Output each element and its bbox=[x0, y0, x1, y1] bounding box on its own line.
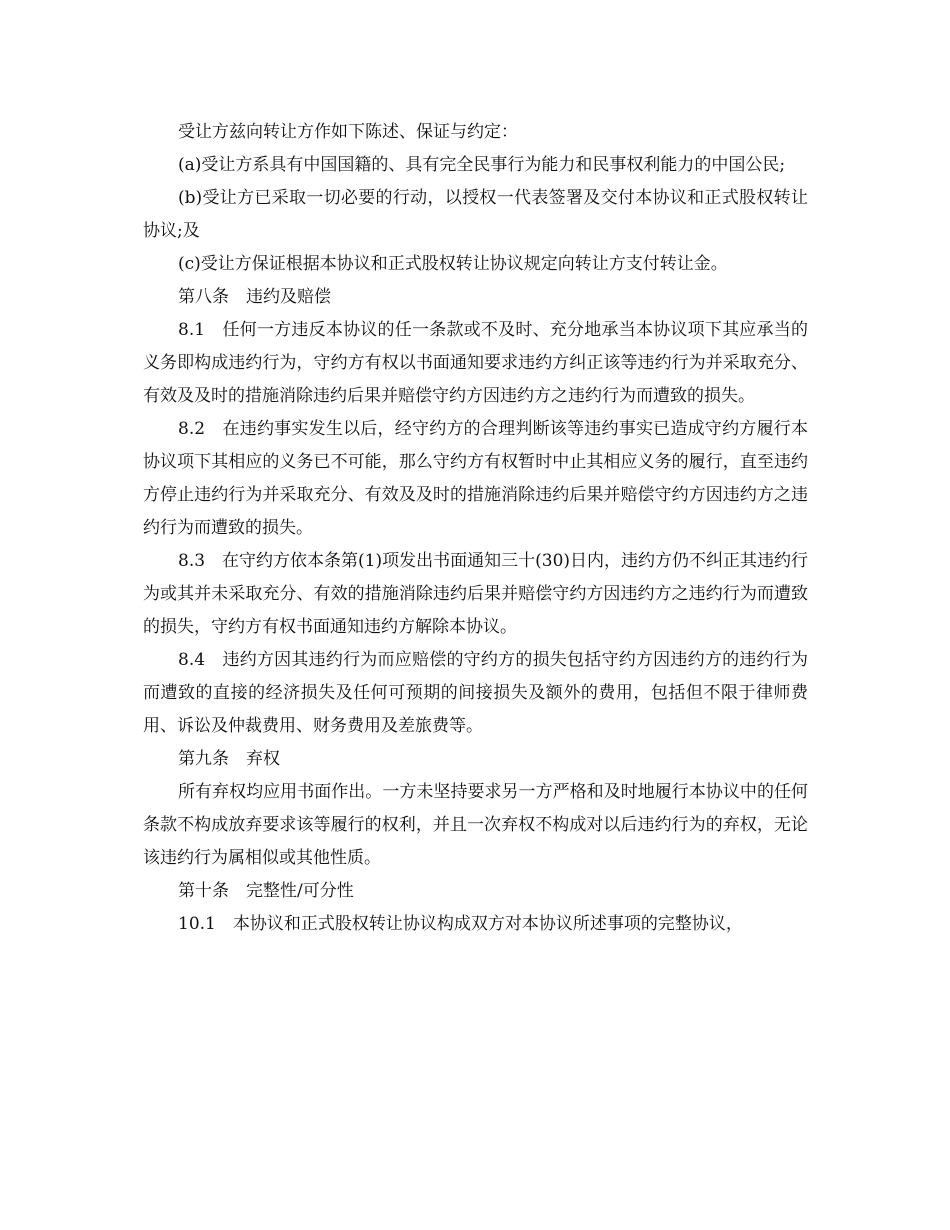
paragraph-intro: 受让方兹向转让方作如下陈述、保证与约定： bbox=[178, 122, 518, 142]
paragraph-waiver: 所有弃权均应用书面作出。一方未坚持要求另一方严格和及时地履行本协议中的任何条款不构成放弃要求该等履行的权利，并且一次弃权不构成对以后违约行为的弃权，无论该违约行为属相似或其他性质。 bbox=[143, 782, 808, 868]
heading-article-9: 第九条 弃权 bbox=[178, 749, 280, 769]
paragraph-8-4: 8.4 违约方因其违约行为而应赔偿的守约方的损失包括守约方因违约方的违约行为而遭致的直接的经济损失及任何可预期的间接损失及额外的费用，包括但不限于律师费用、诉讼及仲裁费用、财务费用及差旅费等。 bbox=[143, 650, 808, 736]
paragraph-10-1: 10.1 本协议和正式股权转让协议构成双方对本协议所述事项的完整协议， bbox=[178, 914, 743, 934]
paragraph-8-3: 8.3 在守约方依本条第(1)项发出书面通知三十(30)日内，违约方仍不纠正其违约行为或其并未采取充分、有效的措施消除违约后果并赔偿守约方因违约方之违约行为而遭致的损失，守约方有权书面通知违约方解除本协议。 bbox=[143, 551, 809, 637]
paragraph-item-a: (a)受让方系具有中国国籍的、具有完全民事行为能力和民事权利能力的中国公民; bbox=[178, 155, 786, 175]
paragraph-8-1: 8.1 任何一方违反本协议的任一条款或不及时、充分地承当本协议项下其应承当的义务即构成违约行为，守约方有权以书面通知要求违约方纠正该等违约行为并采取充分、有效及及时的措施消除违约后果并赔偿守约方因违约方之违约行为而遭致的损失。 bbox=[143, 320, 808, 406]
paragraph-item-b: (b)受让方已采取一切必要的行动，以授权一代表签署及交付本协议和正式股权转让协议;及 bbox=[143, 188, 808, 241]
document-body bbox=[143, 116, 808, 941]
paragraph-8-2: 8.2 在违约事实发生以后，经守约方的合理判断该等违约事实已造成守约方履行本协议项下其相应的义务已不可能，那么守约方有权暂时中止其相应义务的履行，直至违约方停止违约行为并采取充分、有效及及时的措施消除违约后果并赔偿守约方因违约方之违约行为而遭致的损失。 bbox=[143, 419, 808, 538]
heading-article-10: 第十条 完整性/可分性 bbox=[178, 881, 354, 901]
paragraph-item-c: (c)受让方保证根据本协议和正式股权转让协议规定向转让方支付转让金。 bbox=[178, 254, 728, 274]
heading-article-8: 第八条 违约及赔偿 bbox=[178, 287, 331, 307]
